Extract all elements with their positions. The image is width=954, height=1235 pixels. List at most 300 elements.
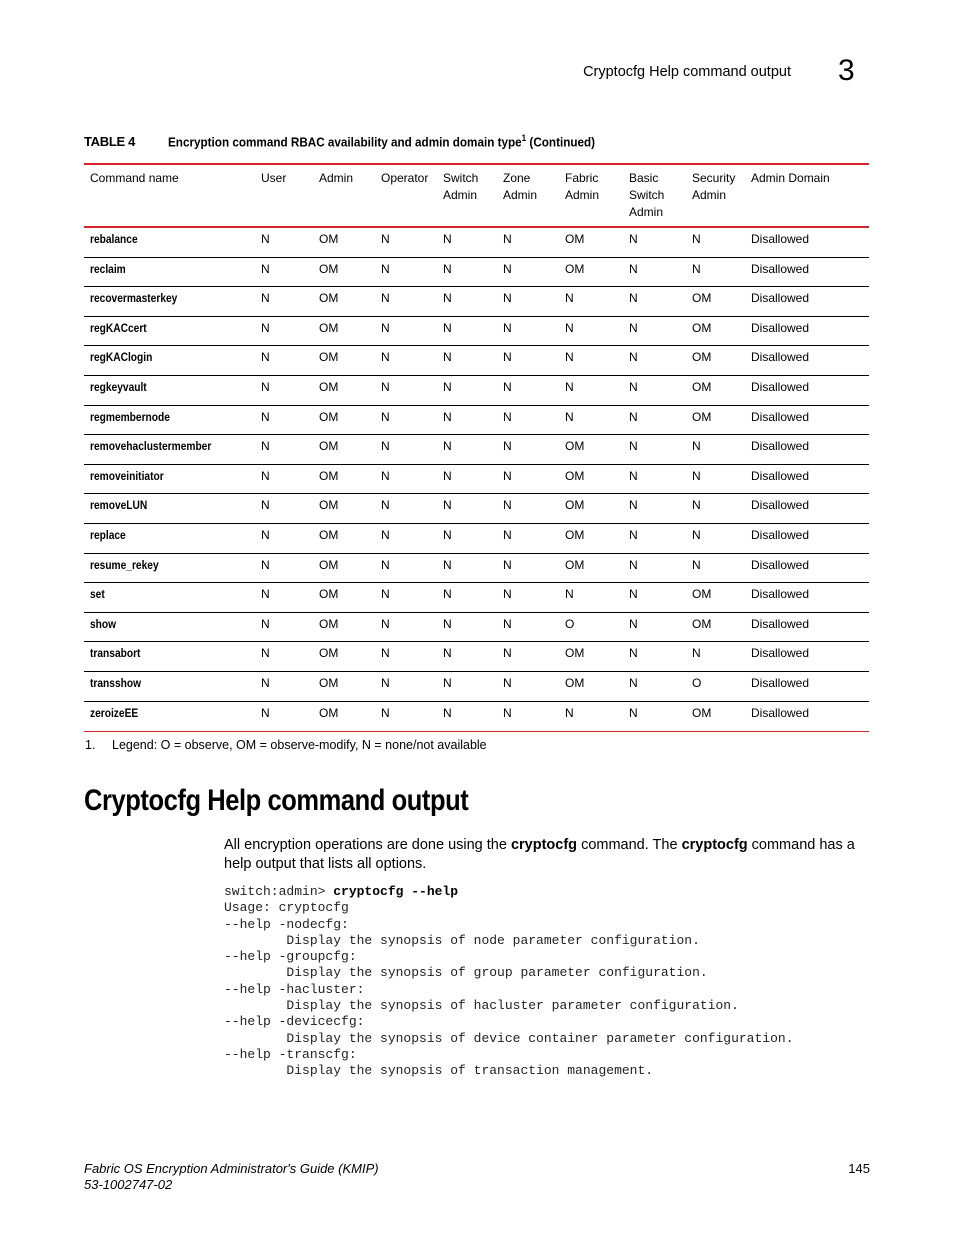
command-name: reclaim: [90, 261, 126, 276]
cell-value: Disallowed: [751, 646, 810, 661]
table-cell: [745, 672, 869, 701]
cell-value: OM: [692, 320, 712, 335]
cell-value: N: [629, 350, 638, 365]
cell-value: N: [629, 675, 638, 690]
cell-value: OM: [565, 527, 585, 542]
cell-value: OM: [319, 527, 339, 542]
table-cell: [437, 317, 497, 346]
cell-value: OM: [319, 261, 339, 276]
cell-value: N: [381, 261, 390, 276]
column-header: [255, 165, 313, 226]
table-cell: [623, 642, 686, 671]
table-cell: [745, 524, 869, 553]
table-title-text: Encryption command RBAC availability and admin domain type: [168, 134, 522, 150]
table-cell: [559, 583, 623, 612]
cell-value: N: [443, 379, 452, 394]
intro-text-3: command has a help output that lists all options.: [224, 837, 855, 872]
cell-value: N: [503, 291, 512, 306]
column-header-line: Admin: [629, 205, 664, 219]
command-name: zeroizeEE: [90, 705, 139, 720]
cell-value: N: [381, 705, 390, 720]
command-name: regkeyvault: [90, 379, 147, 394]
command-name-cell: [84, 642, 255, 671]
intro-command-1: cryptocfg: [510, 837, 578, 853]
cell-value: N: [443, 587, 452, 602]
cell-value: N: [503, 498, 512, 513]
table-cell: [559, 287, 623, 316]
table-cell: [497, 465, 559, 494]
column-header: [84, 165, 255, 226]
column-header-line: Operator: [381, 171, 429, 185]
cell-value: N: [503, 587, 512, 602]
cell-value: OM: [319, 350, 339, 365]
command-name: transshow: [90, 675, 142, 690]
footnote-number: 1.: [85, 738, 96, 752]
intro-paragraph: [224, 836, 864, 874]
table-cell: [437, 406, 497, 435]
cell-value: OM: [319, 616, 339, 631]
column-header-line: Admin: [443, 188, 478, 202]
table-cell: [255, 465, 313, 494]
table-cell: [559, 642, 623, 671]
table-cell: [623, 287, 686, 316]
cell-value: N: [381, 350, 390, 365]
cell-value: N: [261, 320, 270, 335]
table-cell: [559, 346, 623, 375]
cell-value: OM: [319, 675, 339, 690]
cell-value: Disallowed: [751, 439, 810, 454]
code-block: [224, 884, 794, 1080]
command-name: transabort: [90, 646, 141, 661]
table-cell: [497, 346, 559, 375]
cell-value: N: [629, 320, 638, 335]
table-cell: [559, 672, 623, 701]
table-cell: [623, 317, 686, 346]
code-line: --help -groupcfg:: [224, 949, 357, 965]
cell-value: Disallowed: [751, 527, 810, 542]
table-cell: [623, 583, 686, 612]
command-name: recovermasterkey: [90, 291, 178, 306]
code-line: --help -hacluster:: [224, 981, 365, 997]
cell-value: N: [565, 379, 574, 394]
cell-value: N: [629, 557, 638, 572]
cell-value: OM: [319, 705, 339, 720]
table-cell: [686, 228, 745, 257]
cell-value: N: [503, 350, 512, 365]
command-name-cell: [84, 435, 255, 464]
table-cell: [623, 613, 686, 642]
table-cell: [497, 672, 559, 701]
cell-value: Disallowed: [751, 261, 810, 276]
table-cell: [745, 554, 869, 583]
table-cell: [375, 228, 437, 257]
cell-value: N: [261, 527, 270, 542]
cell-value: OM: [692, 379, 712, 394]
table-header-row: [84, 165, 869, 228]
column-header-line: Switch: [629, 188, 665, 202]
cell-value: Disallowed: [751, 705, 810, 720]
column-header: [437, 165, 497, 226]
table-cell: [255, 435, 313, 464]
page-number: 145: [848, 1161, 870, 1176]
table-cell: [375, 583, 437, 612]
table-cell: [313, 317, 375, 346]
cell-value: N: [503, 409, 512, 424]
table-cell: [623, 376, 686, 405]
table-cell: [559, 258, 623, 287]
code-line: Display the synopsis of node parameter configuration.: [224, 932, 700, 948]
column-header-line: Switch: [443, 171, 479, 185]
column-header-line: Admin: [692, 188, 727, 202]
table-cell: [745, 642, 869, 671]
cell-value: N: [261, 705, 270, 720]
footer-doc-number: 53-1002747-02: [84, 1177, 173, 1192]
table-cell: [623, 406, 686, 435]
table-cell: [375, 287, 437, 316]
cell-value: N: [503, 616, 512, 631]
command-name-cell: [84, 613, 255, 642]
table-cell: [255, 672, 313, 701]
table-row: [84, 554, 869, 584]
table-cell: [437, 702, 497, 732]
table-cell: [497, 317, 559, 346]
table-cell: [497, 702, 559, 732]
table-cell: [437, 376, 497, 405]
table-cell: [313, 524, 375, 553]
table-cell: [497, 642, 559, 671]
table-row: [84, 346, 869, 376]
code-line: --help -devicecfg:: [224, 1014, 365, 1030]
intro-text-2: command. The: [577, 837, 682, 853]
cell-value: N: [503, 439, 512, 454]
table-cell: [559, 228, 623, 257]
table-cell: [313, 583, 375, 612]
table-cell: [375, 435, 437, 464]
table-caption: [84, 133, 643, 149]
table-cell: [437, 346, 497, 375]
cell-value: N: [503, 232, 512, 246]
cell-value: N: [565, 350, 574, 365]
table-cell: [313, 642, 375, 671]
cell-value: N: [503, 675, 512, 690]
table-cell: [623, 524, 686, 553]
cell-value: OM: [565, 557, 585, 572]
command-name-cell: [84, 494, 255, 523]
rbac-table: [84, 163, 869, 732]
table-cell: [255, 642, 313, 671]
command-name: regKACcert: [90, 320, 147, 335]
table-cell: [686, 642, 745, 671]
table-cell: [255, 613, 313, 642]
cell-value: N: [381, 232, 390, 246]
cell-value: OM: [319, 498, 339, 513]
command-name: removeLUN: [90, 498, 148, 513]
table-cell: [313, 435, 375, 464]
code-line: Display the synopsis of device container parameter configuration.: [224, 1030, 794, 1046]
cell-value: Disallowed: [751, 379, 810, 394]
table-cell: [686, 258, 745, 287]
column-header-line: User: [261, 171, 287, 185]
table-cell: [686, 376, 745, 405]
table-cell: [745, 376, 869, 405]
cell-value: N: [565, 291, 574, 306]
table-cell: [313, 465, 375, 494]
table-row: [84, 228, 869, 258]
table-cell: [313, 346, 375, 375]
cell-value: OM: [319, 232, 339, 246]
table-cell: [255, 317, 313, 346]
code-prompt: switch:admin>: [224, 884, 334, 899]
table-cell: [313, 258, 375, 287]
cell-value: OM: [565, 498, 585, 513]
table-cell: [559, 554, 623, 583]
table-cell: [686, 346, 745, 375]
table-cell: [437, 583, 497, 612]
table-cell: [255, 554, 313, 583]
cell-value: Disallowed: [751, 498, 810, 513]
cell-value: N: [261, 232, 270, 246]
table-row: [84, 613, 869, 643]
cell-value: N: [261, 498, 270, 513]
cell-value: N: [443, 439, 452, 454]
cell-value: OM: [692, 705, 712, 720]
column-header-line: Admin Domain: [751, 171, 830, 185]
table-row: [84, 494, 869, 524]
table-cell: [437, 228, 497, 257]
cell-value: N: [443, 646, 452, 661]
table-cell: [313, 228, 375, 257]
cell-value: N: [503, 261, 512, 276]
cell-value: N: [381, 587, 390, 602]
table-cell: [686, 465, 745, 494]
cell-value: N: [503, 646, 512, 661]
table-cell: [559, 465, 623, 494]
footer-title: Fabric OS Encryption Administrator's Guide (KMIP): [84, 1161, 379, 1176]
table-cell: [559, 702, 623, 732]
cell-value: N: [443, 527, 452, 542]
table-cell: [623, 465, 686, 494]
cell-value: OM: [565, 468, 585, 483]
table-cell: [623, 554, 686, 583]
table-cell: [497, 258, 559, 287]
table-cell: [745, 583, 869, 612]
table-cell: [686, 317, 745, 346]
table-cell: [559, 406, 623, 435]
table-row: [84, 287, 869, 317]
table-row: [84, 317, 869, 347]
cell-value: N: [381, 409, 390, 424]
cell-value: N: [381, 527, 390, 542]
table-cell: [313, 672, 375, 701]
cell-value: N: [381, 616, 390, 631]
table-cell: [686, 702, 745, 732]
table-cell: [375, 494, 437, 523]
column-header-line: Admin: [503, 188, 538, 202]
cell-value: N: [692, 232, 701, 246]
table-cell: [745, 613, 869, 642]
table-row: [84, 672, 869, 702]
cell-value: N: [381, 439, 390, 454]
cell-value: N: [629, 527, 638, 542]
cell-value: N: [503, 705, 512, 720]
table-cell: [437, 672, 497, 701]
cell-value: OM: [565, 261, 585, 276]
table-cell: [437, 554, 497, 583]
cell-value: N: [503, 468, 512, 483]
cell-value: N: [692, 439, 701, 454]
table-cell: [686, 287, 745, 316]
intro-text-1: All encryption operations are done using the: [224, 837, 511, 853]
table-cell: [313, 494, 375, 523]
cell-value: N: [261, 646, 270, 661]
code-prompt-line: [224, 884, 794, 900]
table-cell: [686, 613, 745, 642]
command-name: resume_rekey: [90, 557, 159, 572]
table-cell: [313, 406, 375, 435]
cell-value: O: [565, 616, 575, 631]
cell-value: N: [443, 675, 452, 690]
column-header-line: Zone: [503, 171, 531, 185]
cell-value: OM: [565, 675, 585, 690]
table-cell: [375, 554, 437, 583]
command-name-cell: [84, 702, 255, 732]
cell-value: N: [261, 439, 270, 454]
table-footnote-ref: 1: [521, 133, 527, 143]
table-cell: [375, 702, 437, 732]
cell-value: N: [629, 409, 638, 424]
cell-value: N: [629, 498, 638, 513]
table-cell: [375, 346, 437, 375]
cell-value: N: [443, 320, 452, 335]
cell-value: OM: [319, 379, 339, 394]
table-row: [84, 642, 869, 672]
table-cell: [255, 406, 313, 435]
table-cell: [686, 435, 745, 464]
table-cell: [745, 435, 869, 464]
intro-command-2: cryptocfg: [681, 837, 748, 853]
cell-value: N: [692, 261, 701, 276]
table-cell: [255, 524, 313, 553]
table-cell: [623, 494, 686, 523]
cell-value: OM: [565, 439, 585, 454]
column-header-line: Fabric: [565, 171, 599, 185]
cell-value: N: [381, 291, 390, 306]
cell-value: OM: [692, 616, 712, 631]
table-cell: [255, 258, 313, 287]
command-name-cell: [84, 317, 255, 346]
table-cell: [497, 406, 559, 435]
table-cell: [686, 672, 745, 701]
cell-value: N: [381, 675, 390, 690]
cell-value: OM: [319, 439, 339, 454]
table-cell: [686, 494, 745, 523]
table-body: [84, 228, 869, 731]
table-cell: [375, 465, 437, 494]
table-cell: [437, 642, 497, 671]
command-name-cell: [84, 287, 255, 316]
table-row: [84, 376, 869, 406]
cell-value: N: [503, 320, 512, 335]
table-cell: [375, 613, 437, 642]
cell-value: N: [381, 557, 390, 572]
table-cell: [623, 672, 686, 701]
table-cell: [745, 494, 869, 523]
command-name-cell: [84, 524, 255, 553]
command-name-cell: [84, 376, 255, 405]
table-cell: [437, 494, 497, 523]
command-name: set: [90, 587, 105, 602]
cell-value: N: [261, 557, 270, 572]
code-line: --help -transcfg:: [224, 1046, 357, 1062]
command-name: rebalance: [90, 232, 138, 246]
column-header-line: Basic: [629, 171, 659, 185]
cell-value: O: [692, 675, 702, 690]
column-header: [559, 165, 623, 226]
table-cell: [745, 465, 869, 494]
command-name: regKAClogin: [90, 350, 153, 365]
table-cell: [623, 346, 686, 375]
table-cell: [313, 613, 375, 642]
cell-value: N: [261, 291, 270, 306]
cell-value: OM: [692, 350, 712, 365]
cell-value: N: [261, 409, 270, 424]
table-cell: [497, 494, 559, 523]
cell-value: N: [443, 409, 452, 424]
column-header: [745, 165, 869, 226]
command-name: removeinitiator: [90, 468, 164, 483]
table-cell: [375, 524, 437, 553]
cell-value: N: [443, 232, 452, 246]
table-cell: [745, 258, 869, 287]
table-cell: [255, 583, 313, 612]
cell-value: N: [261, 261, 270, 276]
table-cell: [255, 346, 313, 375]
cell-value: OM: [565, 646, 585, 661]
cell-value: Disallowed: [751, 232, 810, 246]
cell-value: N: [565, 320, 574, 335]
command-name-cell: [84, 672, 255, 701]
cell-value: OM: [319, 646, 339, 661]
table-cell: [745, 702, 869, 732]
cell-value: N: [629, 646, 638, 661]
table-cell: [623, 228, 686, 257]
cell-value: N: [692, 557, 701, 572]
table-cell: [623, 258, 686, 287]
command-name-cell: [84, 554, 255, 583]
table-cell: [375, 258, 437, 287]
table-cell: [437, 435, 497, 464]
cell-value: N: [629, 587, 638, 602]
cell-value: N: [443, 557, 452, 572]
code-line: --help -nodecfg:: [224, 916, 349, 932]
cell-value: Disallowed: [751, 468, 810, 483]
cell-value: N: [261, 675, 270, 690]
table-row: [84, 258, 869, 288]
section-heading: Cryptocfg Help command output: [84, 784, 469, 817]
command-name: replace: [90, 527, 126, 542]
table-cell: [559, 524, 623, 553]
column-header: [623, 165, 686, 226]
footnote-text: Legend: O = observe, OM = observe-modify, N = none/not available: [112, 738, 487, 752]
cell-value: OM: [565, 232, 585, 246]
cell-value: N: [443, 350, 452, 365]
table-cell: [559, 376, 623, 405]
column-header: [497, 165, 559, 226]
table-cell: [745, 346, 869, 375]
cell-value: N: [381, 468, 390, 483]
cell-value: N: [692, 646, 701, 661]
cell-value: N: [443, 468, 452, 483]
